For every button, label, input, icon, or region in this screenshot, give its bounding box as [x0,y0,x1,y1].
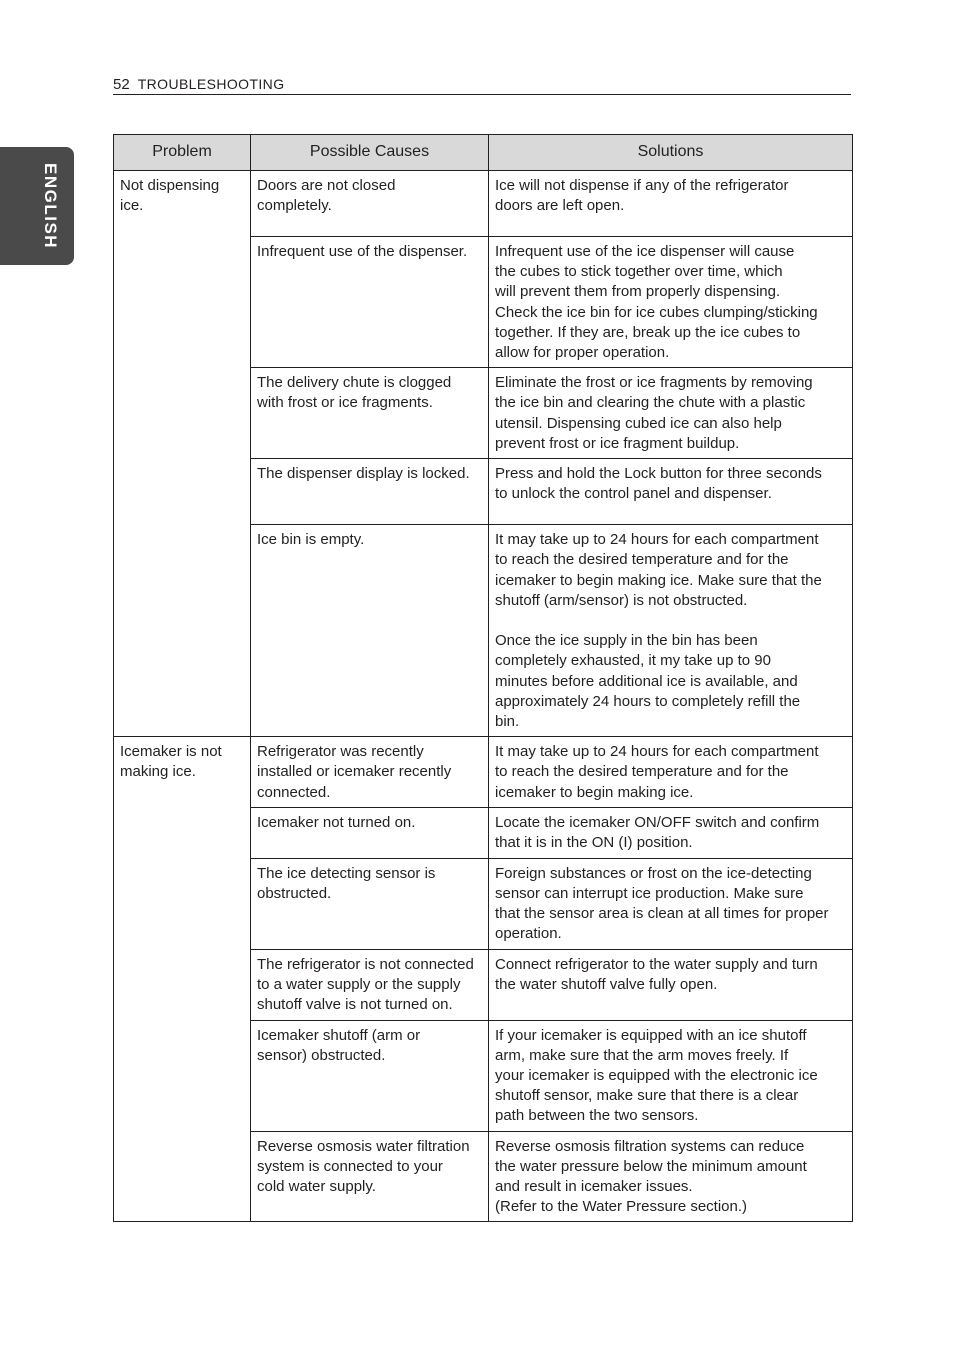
cause-text: The dispenser display is locked. [257,465,470,483]
cause-cell [251,237,489,368]
solution-text: Infrequent use of the ice dispenser will cause the cubes to stick together over time, which will prevent them from properly dispensing. Check the ice bin for ice cubes clumping/sticking together. If they are, break up the ice cubes to allow for proper operation. [495,243,818,362]
cause-cell [251,459,489,525]
cause-cell [251,737,489,808]
cause-text: Reverse osmosis water filtration system is connected to your cold water supply. [257,1137,470,1196]
solution-text: Locate the icemaker ON/OFF switch and confirm that it is in the ON (I) position. [495,814,820,852]
solution-cell [489,808,853,858]
solution-text: Reverse osmosis filtration systems can reduce the water pressure below the minimum amount and result in icemaker issues. (Refer to the Water Pressure section.) [495,1137,807,1216]
column-header-problem: Problem [114,135,251,171]
column-header-solutions: Solutions [489,135,853,171]
cause-cell [251,808,489,858]
language-tab [0,147,74,265]
solution-text: Eliminate the frost or ice fragments by removing the ice bin and clearing the chute with a plastic utensil. Dispensing cubed ice can also help prevent frost or ice fragment buildup. [495,374,813,452]
language-tab-label: ENGLISH [41,163,60,250]
solution-cell [489,949,853,1020]
solution-text: It may take up to 24 hours for each compartment to reach the desired temperature and for the icemaker to begin making ice. [495,743,819,801]
cause-cell [251,368,489,459]
solution-text: If your icemaker is equipped with an ice shutoff arm, make sure that the arm moves freely. If your icemaker is equipped with the electronic ice shutoff sensor, make sure that there is a clear path between the two sensors. [495,1026,818,1125]
cause-cell [251,1131,489,1222]
cause-cell [251,949,489,1020]
solution-cell [489,237,853,368]
solution-text: Ice will not dispense if any of the refrigerator doors are left open. [495,177,789,215]
cause-cell [251,525,489,737]
problem-text: Icemaker is not making ice. [120,743,222,781]
cause-text: Ice bin is empty. [257,531,365,549]
solution-cell [489,737,853,808]
cause-text: The ice detecting sensor is obstructed. [257,864,436,902]
cause-text: Refrigerator was recently installed or icemaker recently connected. [257,743,452,801]
page-number: 52 [113,76,130,93]
solution-text: Connect refrigerator to the water supply and turn the water shutoff valve fully open. [495,955,818,993]
troubleshooting-table [113,134,853,1222]
cause-text: Icemaker not turned on. [257,814,416,832]
cause-text: The delivery chute is clogged with frost or ice fragments. [257,374,452,412]
solution-cell [489,459,853,525]
problem-cell [114,171,251,737]
cause-cell [251,171,489,237]
cause-text: Infrequent use of the dispenser. [257,243,468,260]
cause-text: Doors are not closed completely. [257,177,396,215]
solution-text: It may take up to 24 hours for each compartment to reach the desired temperature and for the icemaker to begin making ice. Make sure that the shutoff (arm/sensor) is not obstructed. Once the ice supply in the bin has been completely exhausted, it my take up to 90 minutes before additional ice is available, and approximately 24 hours to completely refill the bin. [495,531,822,731]
solution-cell [489,858,853,949]
cause-cell [251,1020,489,1131]
solution-cell [489,171,853,237]
column-header-causes: Possible Causes [251,135,489,171]
solution-text: Press and hold the Lock button for three seconds to unlock the control panel and dispenser. [495,465,822,503]
solution-cell [489,368,853,459]
solution-cell [489,1131,853,1222]
cause-text: The refrigerator is not connected to a water supply or the supply shutoff valve is not turned on. [257,955,474,1014]
table-header-row [114,135,853,171]
solution-cell [489,1020,853,1131]
page-header [113,74,851,95]
problem-text: Not dispensing ice. [120,177,220,215]
solution-cell [489,525,853,737]
cause-cell [251,858,489,949]
table-row [114,171,853,237]
section-title: TROUBLESHOOTING [137,76,285,92]
table-row [114,737,853,808]
problem-cell [114,737,251,1222]
cause-text: Icemaker shutoff (arm or sensor) obstructed. [257,1026,421,1064]
solution-text: Foreign substances or frost on the ice-detecting sensor can interrupt ice production. Make sure that the sensor area is clean at all times for proper operation. [495,864,829,943]
